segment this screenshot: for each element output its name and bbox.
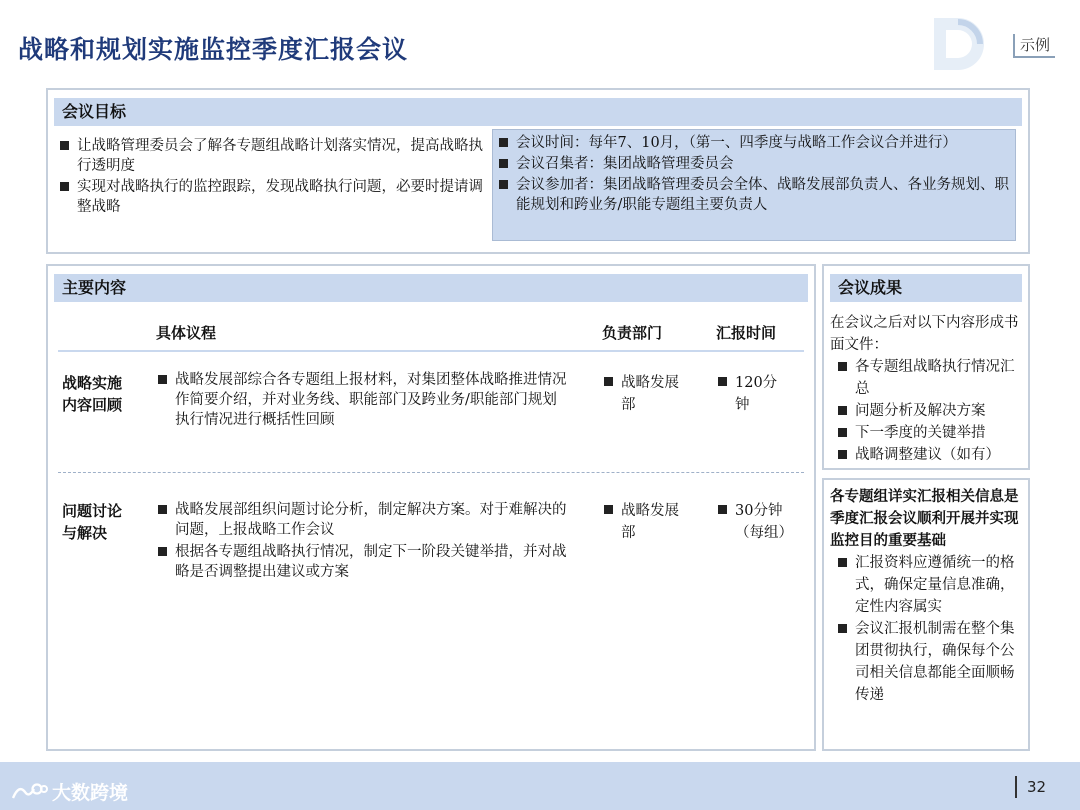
list-item: 让战略管理委员会了解各专题组战略计划落实情况，提高战略执行透明度 bbox=[60, 136, 490, 176]
dept-cell bbox=[604, 372, 684, 416]
square-bullet-icon bbox=[838, 450, 847, 459]
list-item: 会议参加者：集团战略管理委员会全体、战略发展部负责人、各业务规划、职能规划和跨业务/职能专题组主要负责人 bbox=[499, 175, 1009, 215]
square-bullet-icon bbox=[838, 428, 847, 437]
footer-brand: 大数跨境 bbox=[10, 778, 128, 805]
list-item: 问题分析及解决方案 bbox=[838, 400, 1022, 422]
square-bullet-icon bbox=[158, 375, 167, 384]
outcomes-intro: 在会议之后对以下内容形成书面文件： bbox=[830, 315, 1019, 353]
column-header-dept: 负责部门 bbox=[602, 324, 663, 342]
main-content-header: 主要内容 bbox=[54, 274, 808, 302]
list-item: 会议汇报机制需在整个集团贯彻执行，确保每个公司相关信息都能全面顺畅传递 bbox=[838, 618, 1022, 706]
row-label-discussion: 问题讨论 与解决 bbox=[62, 502, 123, 542]
list-item: 汇报资料应遵循统一的格式，确保定量信息准确，定性内容属实 bbox=[838, 552, 1022, 618]
list-item: 30分钟 （每组） bbox=[718, 500, 808, 544]
square-bullet-icon bbox=[60, 182, 69, 191]
example-tag: 示例 bbox=[1013, 34, 1055, 58]
row-label-review: 战略实施 内容回顾 bbox=[62, 374, 123, 414]
list-item: 根据各专题组战略执行情况，制定下一阶段关键举措，并对战略是否调整提出建议或方案 bbox=[158, 542, 570, 582]
square-bullet-icon bbox=[499, 180, 508, 189]
list-item: 战略发展部 bbox=[604, 500, 684, 544]
list-item: 各专题组战略执行情况汇总 bbox=[838, 356, 1022, 400]
square-bullet-icon bbox=[158, 547, 167, 556]
square-bullet-icon bbox=[838, 558, 847, 567]
list-item: 实现对战略执行的监控跟踪，发现战略执行问题，必要时提请调整战略 bbox=[60, 177, 490, 217]
brand-logo-icon bbox=[10, 781, 48, 803]
square-bullet-icon bbox=[158, 505, 167, 514]
column-header-time: 汇报时间 bbox=[716, 324, 777, 342]
outcomes-panel bbox=[822, 264, 1030, 470]
row-divider bbox=[58, 472, 804, 473]
logo-icon bbox=[928, 12, 992, 76]
time-cell bbox=[718, 372, 798, 416]
agenda-cell bbox=[158, 370, 570, 430]
square-bullet-icon bbox=[838, 362, 847, 371]
basis-panel bbox=[822, 478, 1030, 751]
footer-bar bbox=[0, 762, 1080, 810]
header-divider bbox=[58, 350, 804, 352]
square-bullet-icon bbox=[838, 624, 847, 633]
list-item: 战略发展部综合各专题组上报材料，对集团整体战略推进情况作简要介绍，并对业务线、职能部门及跨业务/职能部门规划执行情况进行概括性回顾 bbox=[158, 370, 570, 430]
time-cell bbox=[718, 500, 808, 544]
square-bullet-icon bbox=[718, 377, 727, 386]
square-bullet-icon bbox=[604, 377, 613, 386]
list-item: 会议召集者：集团战略管理委员会 bbox=[499, 154, 1009, 174]
page-number: 32 bbox=[1027, 778, 1047, 796]
basis-heading: 各专题组详实汇报相关信息是季度汇报会议顺利开展并实现监控目的重要基础 bbox=[830, 488, 1019, 549]
objectives-panel bbox=[46, 88, 1030, 254]
square-bullet-icon bbox=[604, 505, 613, 514]
list-item: 战略调整建议（如有） bbox=[838, 444, 1022, 466]
list-item: 120分 钟 bbox=[718, 372, 798, 416]
outcomes-header: 会议成果 bbox=[830, 274, 1022, 302]
dept-cell bbox=[604, 500, 684, 544]
column-header-agenda: 具体议程 bbox=[156, 324, 217, 342]
page-title: 战略和规划实施监控季度汇报会议 bbox=[18, 35, 409, 64]
square-bullet-icon bbox=[499, 159, 508, 168]
objectives-header: 会议目标 bbox=[54, 98, 1022, 126]
list-item: 战略发展部组织问题讨论分析，制定解决方案。对于难解决的问题，上报战略工作会议 bbox=[158, 500, 570, 540]
list-item: 下一季度的关键举措 bbox=[838, 422, 1022, 444]
square-bullet-icon bbox=[499, 138, 508, 147]
square-bullet-icon bbox=[838, 406, 847, 415]
objectives-left-list bbox=[60, 136, 490, 218]
page-number-divider bbox=[1015, 776, 1017, 798]
main-content-panel bbox=[46, 264, 816, 751]
square-bullet-icon bbox=[60, 141, 69, 150]
square-bullet-icon bbox=[718, 505, 727, 514]
agenda-cell bbox=[158, 500, 570, 582]
meeting-info-box bbox=[492, 129, 1016, 241]
list-item: 战略发展部 bbox=[604, 372, 684, 416]
list-item: 会议时间：每年7、10月，（第一、四季度与战略工作会议合并进行） bbox=[499, 133, 1009, 153]
